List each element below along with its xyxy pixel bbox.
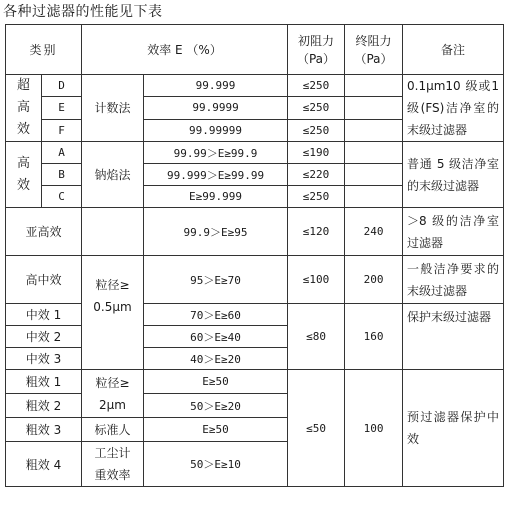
table-row — [6, 75, 504, 97]
remark-cell: 普通 5 级洁净室的末级过滤器 — [403, 142, 504, 208]
method-cell-empty — [82, 208, 144, 256]
initial-resistance-cell: ≤80 — [288, 304, 345, 370]
final-resistance-cell — [345, 164, 403, 186]
initial-resistance-cell: ≤120 — [288, 208, 345, 256]
final-resistance-cell: 100 — [345, 370, 403, 487]
remark-cell: 保护末级过滤器 — [403, 304, 504, 370]
page-title: 各种过滤器的性能见下表 — [3, 4, 163, 20]
efficiency-cell: 40＞E≥20 — [144, 348, 288, 370]
initial-resistance-cell: ≤250 — [288, 75, 345, 97]
class-label: 粗效 3 — [6, 418, 82, 442]
efficiency-cell: 99.9＞E≥95 — [144, 208, 288, 256]
efficiency-cell: E≥50 — [144, 370, 288, 394]
header-remark: 备注 — [403, 25, 504, 75]
efficiency-cell: 70＞E≥60 — [144, 304, 288, 326]
class-label: 中效 2 — [6, 326, 82, 348]
efficiency-cell: 99.99999 — [144, 119, 288, 141]
efficiency-cell: 99.999＞E≥99.99 — [144, 164, 288, 186]
subclass-cell: C — [42, 186, 82, 208]
table-row — [6, 256, 504, 304]
initial-resistance-cell: ≤190 — [288, 142, 345, 164]
remark-cell: 预过滤器保护中效 — [403, 370, 504, 487]
method-cell: 工尘计 重效率 — [82, 442, 144, 487]
efficiency-cell: 50＞E≥10 — [144, 442, 288, 487]
table-row — [6, 208, 504, 256]
table-row — [6, 304, 504, 326]
initial-resistance-cell: ≤250 — [288, 186, 345, 208]
remark-cell: 一般洁净要求的末级过滤器 — [403, 256, 504, 304]
header-row — [6, 25, 504, 75]
method-cell: 粒径≥ 0.5μm — [82, 256, 144, 370]
filter-performance-table — [5, 24, 504, 487]
efficiency-cell: E≥50 — [144, 418, 288, 442]
group-label-ultra-high: 超 高 效 — [6, 75, 42, 142]
class-label: 粗效 1 — [6, 370, 82, 394]
subclass-cell: D — [42, 75, 82, 97]
efficiency-cell: 60＞E≥40 — [144, 326, 288, 348]
final-resistance-cell: 160 — [345, 304, 403, 370]
efficiency-cell: 99.99＞E≥99.9 — [144, 142, 288, 164]
efficiency-cell: 99.9999 — [144, 97, 288, 119]
class-label: 粗效 4 — [6, 442, 82, 487]
subclass-cell: B — [42, 164, 82, 186]
efficiency-cell: 50＞E≥20 — [144, 394, 288, 418]
final-resistance-cell — [345, 119, 403, 141]
efficiency-cell: 95＞E≥70 — [144, 256, 288, 304]
class-label: 中效 3 — [6, 348, 82, 370]
header-final-resistance: 终阻力 （Pa） — [345, 25, 403, 75]
header-efficiency: 效率 E （%） — [82, 25, 288, 75]
final-resistance-cell: 200 — [345, 256, 403, 304]
table-row — [6, 370, 504, 394]
header-category: 类别 — [6, 25, 82, 75]
initial-resistance-cell: ≤220 — [288, 164, 345, 186]
class-label: 粗效 2 — [6, 394, 82, 418]
final-resistance-cell — [345, 97, 403, 119]
method-cell: 计数法 — [82, 75, 144, 142]
final-resistance-cell — [345, 142, 403, 164]
initial-resistance-cell: ≤50 — [288, 370, 345, 487]
initial-resistance-cell: ≤100 — [288, 256, 345, 304]
header-initial-resistance: 初阻力 （Pa） — [288, 25, 345, 75]
table-row — [6, 142, 504, 164]
group-label-high: 高 效 — [6, 142, 42, 208]
subclass-cell: E — [42, 97, 82, 119]
class-label: 中效 1 — [6, 304, 82, 326]
efficiency-cell: E≥99.999 — [144, 186, 288, 208]
final-resistance-cell: 240 — [345, 208, 403, 256]
subclass-cell: F — [42, 119, 82, 141]
final-resistance-cell — [345, 75, 403, 97]
class-label-sub-high: 亚高效 — [6, 208, 82, 256]
method-cell: 钠焰法 — [82, 142, 144, 208]
method-cell: 标准人 — [82, 418, 144, 442]
class-label-high-medium: 高中效 — [6, 256, 82, 304]
remark-cell: ＞8 级的洁净室过滤器 — [403, 208, 504, 256]
initial-resistance-cell: ≤250 — [288, 97, 345, 119]
efficiency-cell: 99.999 — [144, 75, 288, 97]
subclass-cell: A — [42, 142, 82, 164]
method-cell: 粒径≥ 2μm — [82, 370, 144, 418]
final-resistance-cell — [345, 186, 403, 208]
remark-cell: 0.1μm10 级或1级(FS)洁净室的末级过滤器 — [403, 75, 504, 142]
initial-resistance-cell: ≤250 — [288, 119, 345, 141]
